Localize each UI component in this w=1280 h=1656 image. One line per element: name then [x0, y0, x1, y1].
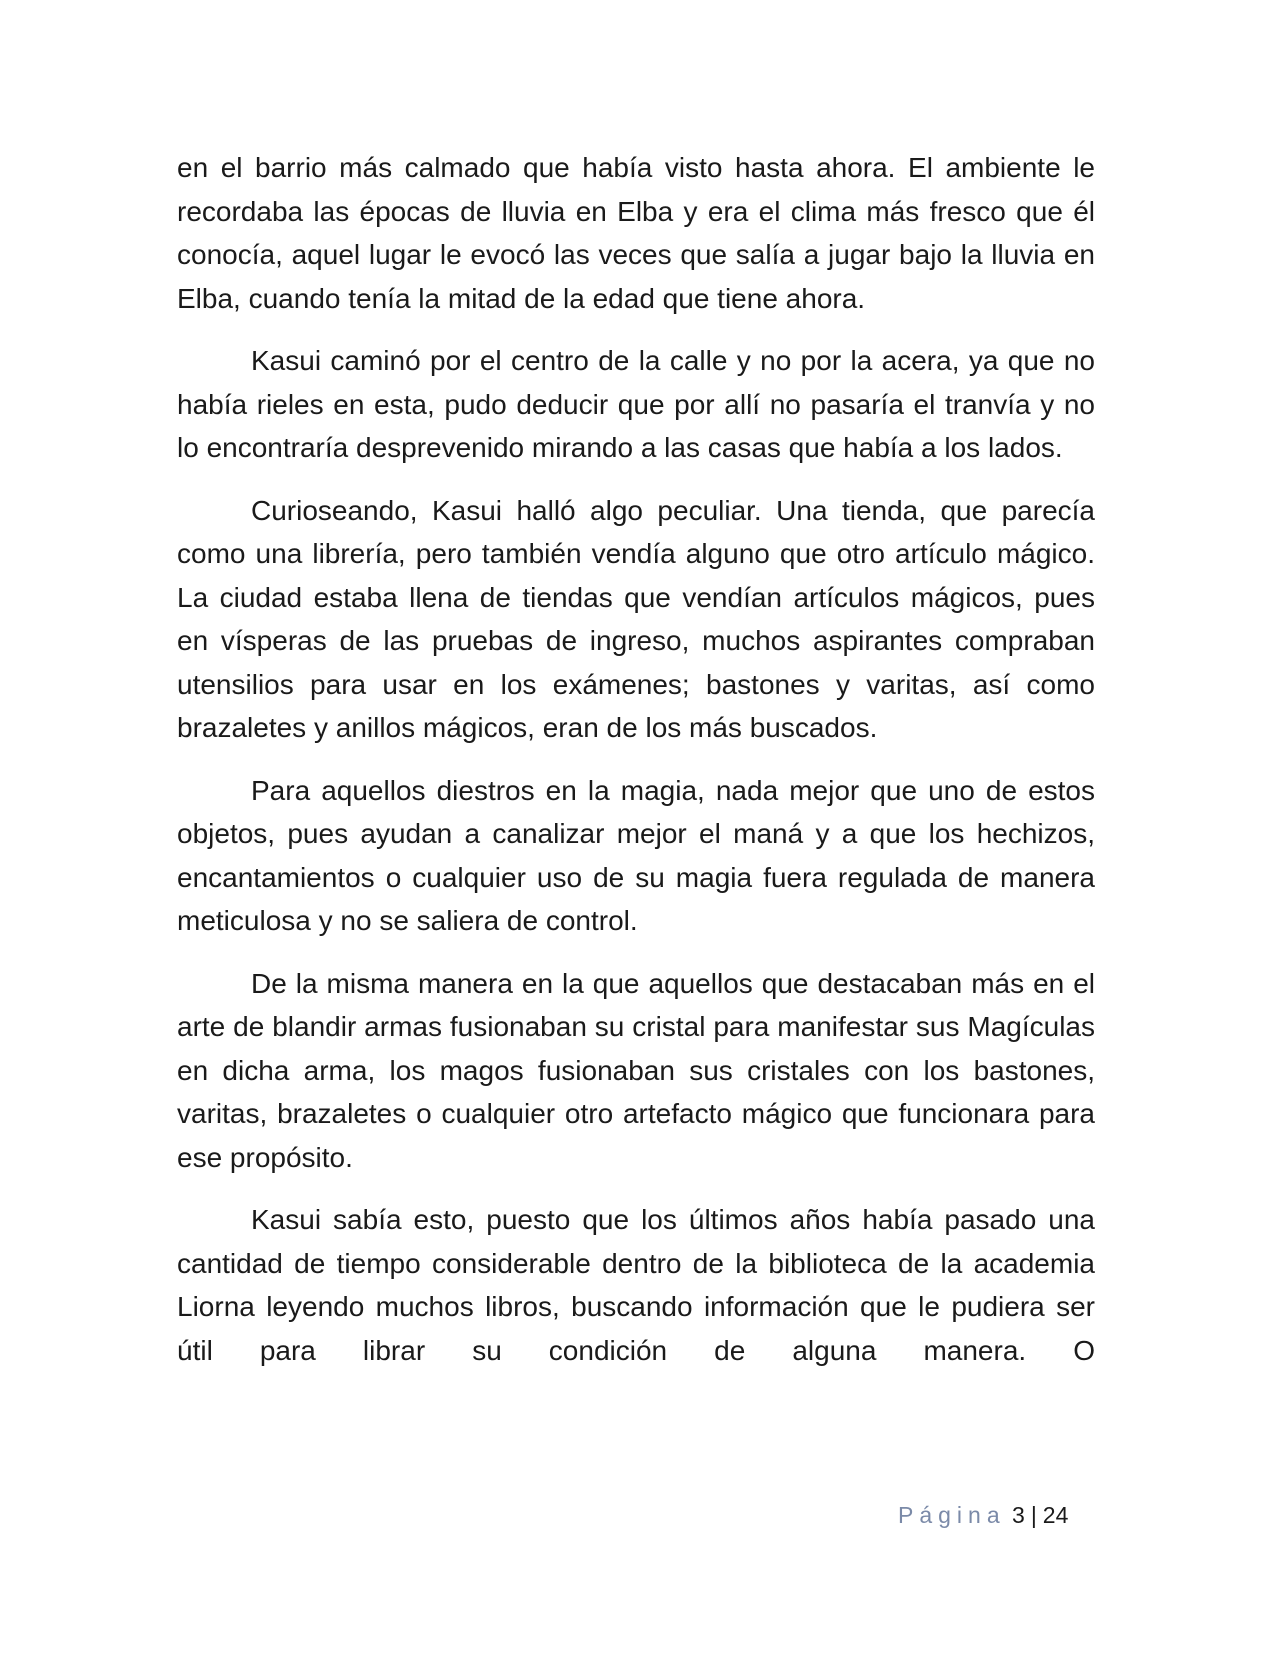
paragraph-1: en el barrio más calmado que había visto hasta ahora. El ambiente le recordaba las épocas de lluvia en Elba y era el clima más fresco que él conocía, aquel lugar le evocó las veces que salía a jugar bajo la lluvia en Elba, cuando tenía la mitad de la edad que tiene ahora.	[177, 152, 1095, 314]
paragraph-4: Para aquellos diestros en la magia, nada mejor que uno de estos objetos, pues ayudan a canalizar mejor el maná y a que los hechizos, encantamientos o cualquier uso de su magia fuera regulada de manera meticulosa y no se saliera de control.	[177, 774, 1095, 936]
paragraph-2: Kasui caminó por el centro de la calle y no por la acera, ya que no había rieles en esta, pudo deducir que por allí no pasaría el tranvía y no lo encontraría desprevenido mirando a las casas que había a los lados.	[177, 345, 1095, 463]
paragraph-6: Kasui sabía esto, puesto que los últimos años había pasado una cantidad de tiempo considerable dentro de la biblioteca de la academia Liorna leyendo muchos libros, buscando información que le pudiera ser útil para librar su condición de alguna manera. O	[177, 1204, 1095, 1366]
document-body	[177, 146, 1095, 1391]
total-pages: 24	[1042, 1502, 1069, 1528]
paragraph-3: Curioseando, Kasui halló algo peculiar. Una tienda, que parecía como una librería, pero también vendía alguno que otro artículo mágico. La ciudad estaba llena de tiendas que vendían artículos mágicos, pues en vísperas de las pruebas de ingreso, muchos aspirantes compraban utensilios para usar en los exámenes; bastones y varitas, así como brazaletes y anillos mágicos, eran de los más buscados.	[177, 494, 1095, 743]
page-label: Página	[898, 1502, 1006, 1528]
page-footer	[898, 1500, 1068, 1530]
page-number: 3	[1012, 1502, 1025, 1528]
paragraph-5: De la misma manera en la que aquellos que destacaban más en el arte de blandir armas fusionaban su cristal para manifestar sus Magículas en dicha arma, los magos fusionaban sus cristales con los bastones, varitas, brazaletes o cualquier otro artefacto mágico que funcionara para ese propósito.	[177, 967, 1095, 1173]
page-separator: |	[1030, 1502, 1037, 1528]
